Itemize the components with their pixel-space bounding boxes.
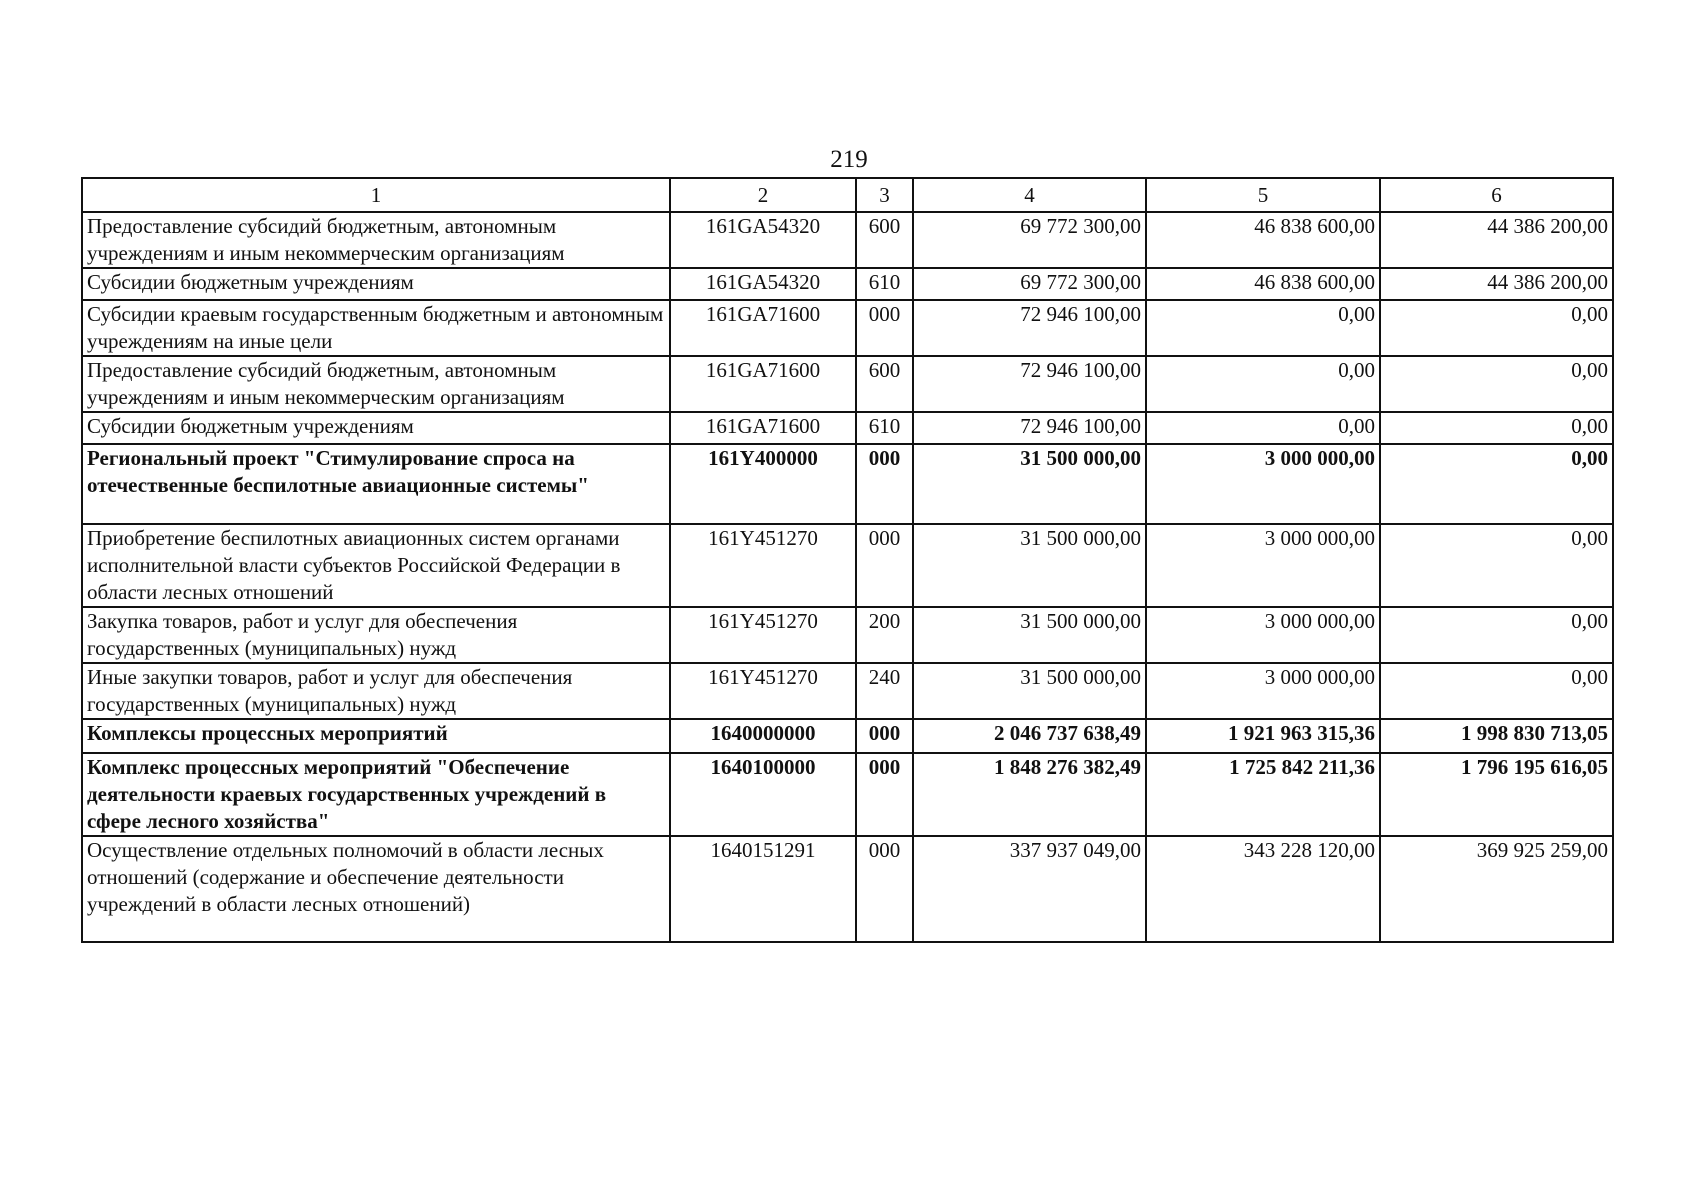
- row-value-col4: 72 946 100,00: [913, 300, 1146, 356]
- table-row: [82, 607, 1613, 663]
- table-row: [82, 524, 1613, 607]
- row-code-cell: 1640151291: [670, 836, 856, 942]
- column-header: 5: [1146, 178, 1380, 212]
- row-name-cell: Региональный проект "Стимулирование спроса на отечественные беспилотные авиационные системы": [82, 444, 670, 524]
- column-header: 6: [1380, 178, 1613, 212]
- row-type-cell: 000: [856, 753, 913, 836]
- row-value-col6: 0,00: [1380, 412, 1613, 444]
- row-value-col6: 0,00: [1380, 300, 1613, 356]
- table-row: [82, 212, 1613, 268]
- row-value-col4: 31 500 000,00: [913, 663, 1146, 719]
- row-value-col6: 0,00: [1380, 356, 1613, 412]
- row-code-cell: 161Y400000: [670, 444, 856, 524]
- row-value-col6: 44 386 200,00: [1380, 212, 1613, 268]
- row-value-col6: 0,00: [1380, 524, 1613, 607]
- row-type-cell: 000: [856, 300, 913, 356]
- row-type-cell: 240: [856, 663, 913, 719]
- column-header: 2: [670, 178, 856, 212]
- row-name-cell: Осуществление отдельных полномочий в области лесных отношений (содержание и обеспечение деятельности учреждений в области лесных отношений): [82, 836, 670, 942]
- table-row: [82, 444, 1613, 524]
- header-row: [82, 178, 1613, 212]
- row-code-cell: 161Y451270: [670, 607, 856, 663]
- row-code-cell: 161Y451270: [670, 524, 856, 607]
- row-value-col4: 69 772 300,00: [913, 268, 1146, 300]
- page-number: 219: [830, 146, 868, 173]
- row-value-col4: 72 946 100,00: [913, 356, 1146, 412]
- row-value-col5: 3 000 000,00: [1146, 444, 1380, 524]
- row-value-col5: 0,00: [1146, 356, 1380, 412]
- table-row: [82, 300, 1613, 356]
- row-value-col5: 0,00: [1146, 300, 1380, 356]
- row-value-col6: 1 796 195 616,05: [1380, 753, 1613, 836]
- column-header: 3: [856, 178, 913, 212]
- table-body: [82, 212, 1613, 942]
- row-type-cell: 600: [856, 356, 913, 412]
- row-value-col4: 31 500 000,00: [913, 444, 1146, 524]
- row-value-col6: 0,00: [1380, 444, 1613, 524]
- row-value-col5: 0,00: [1146, 412, 1380, 444]
- table-row: [82, 356, 1613, 412]
- row-value-col6: 44 386 200,00: [1380, 268, 1613, 300]
- row-type-cell: 600: [856, 212, 913, 268]
- row-code-cell: 161GA71600: [670, 356, 856, 412]
- row-code-cell: 1640100000: [670, 753, 856, 836]
- row-type-cell: 200: [856, 607, 913, 663]
- row-type-cell: 610: [856, 412, 913, 444]
- row-value-col5: 343 228 120,00: [1146, 836, 1380, 942]
- budget-table: [81, 177, 1614, 943]
- row-code-cell: 161GA54320: [670, 268, 856, 300]
- row-code-cell: 1640000000: [670, 719, 856, 753]
- row-code-cell: 161GA54320: [670, 212, 856, 268]
- row-type-cell: 000: [856, 836, 913, 942]
- row-value-col6: 0,00: [1380, 607, 1613, 663]
- row-value-col5: 3 000 000,00: [1146, 524, 1380, 607]
- row-value-col4: 69 772 300,00: [913, 212, 1146, 268]
- row-type-cell: 000: [856, 444, 913, 524]
- table-row: [82, 412, 1613, 444]
- row-value-col4: 1 848 276 382,49: [913, 753, 1146, 836]
- row-value-col4: 31 500 000,00: [913, 524, 1146, 607]
- row-type-cell: 000: [856, 719, 913, 753]
- row-name-cell: Предоставление субсидий бюджетным, автономным учреждениям и иным некоммерческим организациям: [82, 212, 670, 268]
- row-name-cell: Субсидии бюджетным учреждениям: [82, 268, 670, 300]
- row-name-cell: Предоставление субсидий бюджетным, автономным учреждениям и иным некоммерческим организациям: [82, 356, 670, 412]
- row-value-col4: 2 046 737 638,49: [913, 719, 1146, 753]
- row-name-cell: Приобретение беспилотных авиационных систем органами исполнительной власти субъектов Российской Федерации в области лесных отношений: [82, 524, 670, 607]
- row-value-col5: 1 725 842 211,36: [1146, 753, 1380, 836]
- row-value-col5: 3 000 000,00: [1146, 607, 1380, 663]
- row-value-col5: 46 838 600,00: [1146, 212, 1380, 268]
- table-row: [82, 663, 1613, 719]
- row-name-cell: Субсидии бюджетным учреждениям: [82, 412, 670, 444]
- table-row: [82, 719, 1613, 753]
- row-value-col5: 1 921 963 315,36: [1146, 719, 1380, 753]
- table-row: [82, 268, 1613, 300]
- row-value-col6: 0,00: [1380, 663, 1613, 719]
- row-value-col4: 72 946 100,00: [913, 412, 1146, 444]
- row-name-cell: Комплекс процессных мероприятий "Обеспечение деятельности краевых государственных учреждений в сфере лесного хозяйства": [82, 753, 670, 836]
- row-value-col4: 31 500 000,00: [913, 607, 1146, 663]
- row-value-col5: 46 838 600,00: [1146, 268, 1380, 300]
- table-row: [82, 836, 1613, 942]
- row-name-cell: Комплексы процессных мероприятий: [82, 719, 670, 753]
- column-header: 4: [913, 178, 1146, 212]
- row-type-cell: 610: [856, 268, 913, 300]
- column-header: 1: [82, 178, 670, 212]
- row-name-cell: Иные закупки товаров, работ и услуг для обеспечения государственных (муниципальных) нужд: [82, 663, 670, 719]
- row-type-cell: 000: [856, 524, 913, 607]
- row-value-col4: 337 937 049,00: [913, 836, 1146, 942]
- row-value-col6: 1 998 830 713,05: [1380, 719, 1613, 753]
- row-code-cell: 161GA71600: [670, 300, 856, 356]
- row-code-cell: 161Y451270: [670, 663, 856, 719]
- row-name-cell: Субсидии краевым государственным бюджетным и автономным учреждениям на иные цели: [82, 300, 670, 356]
- row-name-cell: Закупка товаров, работ и услуг для обеспечения государственных (муниципальных) нужд: [82, 607, 670, 663]
- row-value-col5: 3 000 000,00: [1146, 663, 1380, 719]
- table-row: [82, 753, 1613, 836]
- row-code-cell: 161GA71600: [670, 412, 856, 444]
- row-value-col6: 369 925 259,00: [1380, 836, 1613, 942]
